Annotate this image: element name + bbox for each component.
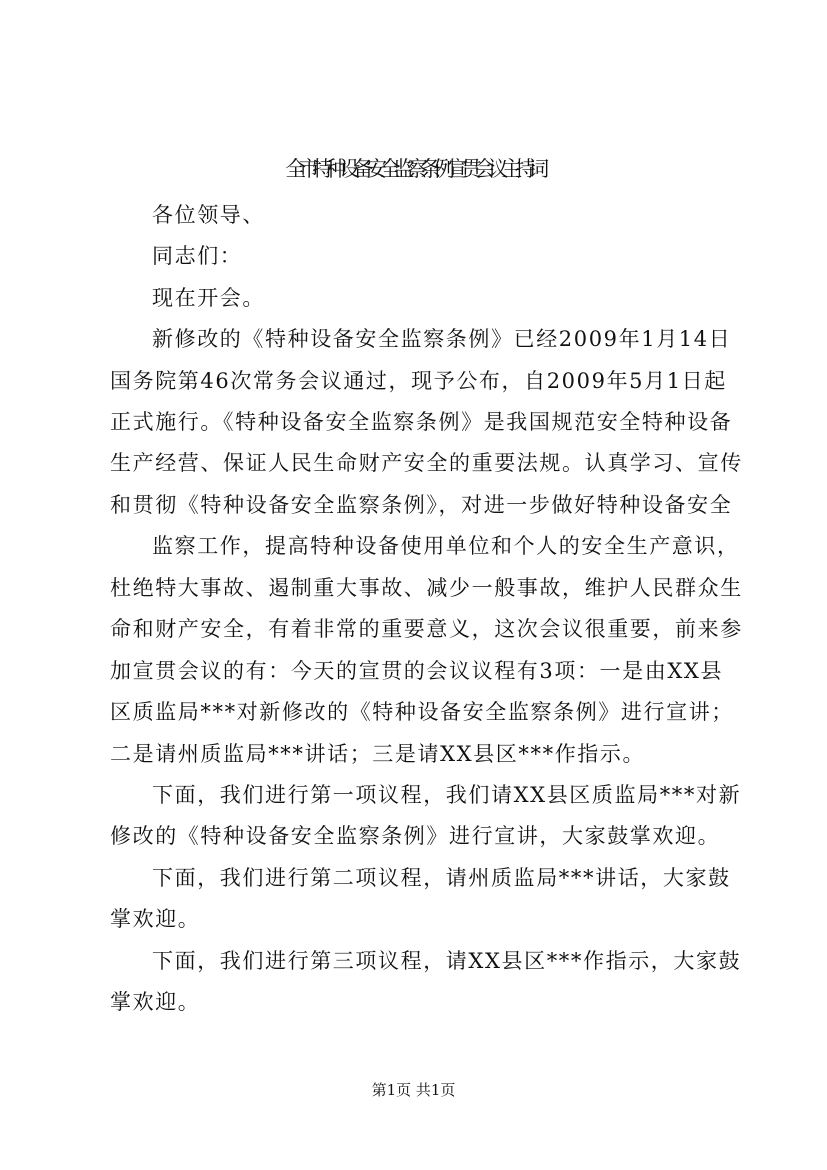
text-line: 掌欢迎。 <box>110 907 201 931</box>
text-line: 二是请州质监局***讲话；三是请XX县区***作指示。 <box>110 742 646 766</box>
text-line: 新修改的《特种设备安全监察条例》已经2009年1月14日 <box>152 327 732 351</box>
text-line: 区质监局***对新修改的《特种设备安全监察条例》进行宣讲； <box>110 700 734 724</box>
text-line: 命和财产安全，有着非常的重要意义，这次会议很重要，前来参 <box>110 617 743 641</box>
page-footer: 第1页 共1页 <box>371 1081 456 1099</box>
text-line: 下面，我们进行第三项议程，请XX县区***作指示，大家鼓 <box>152 949 742 973</box>
text-line: 下面，我们进行第二项议程，请州质监局***讲话，大家鼓 <box>152 866 731 890</box>
text-line: 现在开会。 <box>152 286 265 310</box>
text-line: 和贯彻《特种设备安全监察条例》，对进一步做好特种设备安全 <box>110 493 733 517</box>
text-line: 加宣贯会议的有：今天的宣贯的会议议程有3项：一是由XX县 <box>110 659 724 683</box>
text-line: 监察工作，提高特种设备使用单位和个人的安全生产意识， <box>152 534 740 558</box>
text-line: 修改的《特种设备安全监察条例》进行宣讲，大家鼓掌欢迎。 <box>110 824 721 848</box>
document-title: 全市特种设备安全监察条例宣贯会议主持词 <box>285 157 542 181</box>
text-line: 国务院第46次常务会议通过，现予公布，自2009年5月1日起 <box>110 369 727 393</box>
text-line: 正式施行。《特种设备安全监察条例》是我国规范安全特种设备 <box>110 410 733 434</box>
text-line: 同志们： <box>152 244 243 268</box>
text-line: 各位领导、 <box>152 203 265 227</box>
text-line: 杜绝特大事故、遏制重大事故、减少一般事故，维护人民群众生 <box>110 576 743 600</box>
text-line: 下面，我们进行第一项议程，我们请XX县区质监局***对新 <box>152 783 742 807</box>
text-line: 生产经营、保证人民生命财产安全的重要法规。认真学习、宣传 <box>110 451 743 475</box>
text-line: 掌欢迎。 <box>110 990 201 1014</box>
